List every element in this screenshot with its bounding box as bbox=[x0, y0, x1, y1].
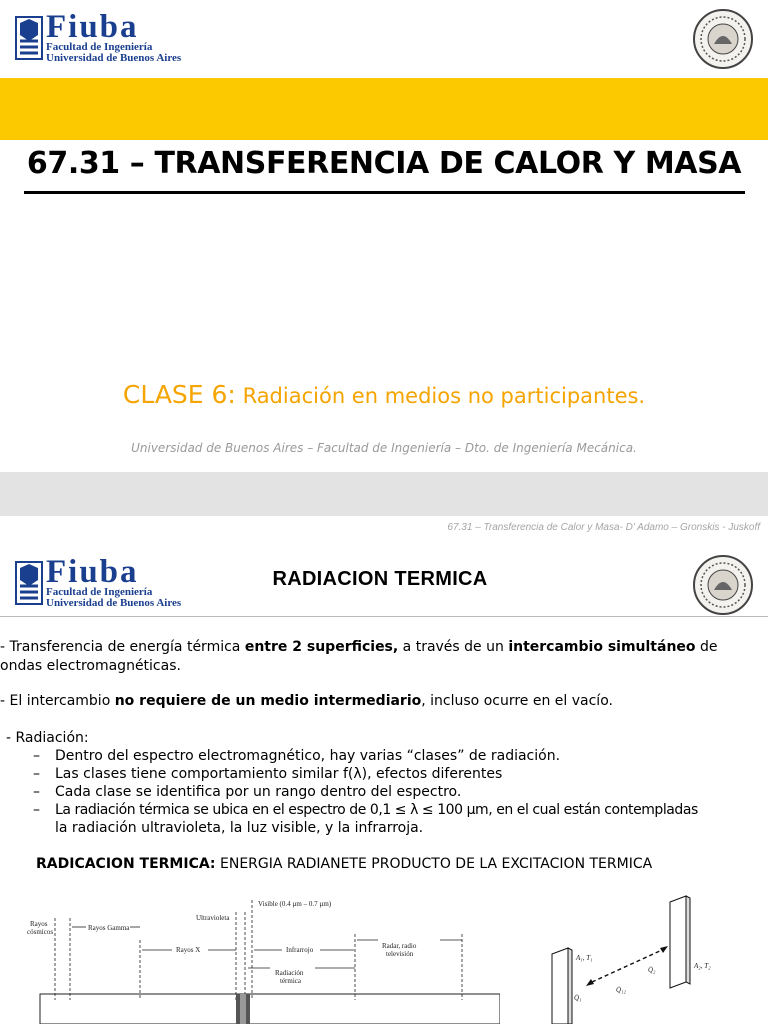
text-run: , incluso ocurre en el vacío. bbox=[421, 693, 613, 709]
definition-label: RADICACION TERMICA: bbox=[36, 856, 216, 872]
q2-label: Q̇₂ bbox=[648, 966, 656, 974]
logo-faculty: Facultad de Ingeniería bbox=[46, 586, 153, 598]
text-run: a través de un bbox=[398, 639, 509, 655]
list-item: Las clases tiene comportamiento similar f(λ), efectos diferentes bbox=[55, 766, 503, 782]
list-item: La radiación térmica se ubica en el espectro de 0,1 ≤ λ ≤ 100 µm, en el cual están contempladas bbox=[55, 802, 698, 818]
definition-text: ENERGIA RADIANETE PRODUCTO DE LA EXCITACION TERMICA bbox=[215, 856, 653, 872]
q1-label: Q̇₁ bbox=[574, 994, 582, 1002]
emphasis: entre 2 superficies, bbox=[244, 639, 399, 655]
class-heading bbox=[0, 380, 768, 409]
text-run: de bbox=[695, 639, 718, 655]
two-surface-exchange-figure bbox=[530, 892, 760, 1024]
course-credit: 67.31 – Transferencia de Calor y Masa- D' Adamo – Gronskis - Juskoff bbox=[447, 522, 760, 533]
logo-wordmark: Fiuba bbox=[46, 554, 139, 590]
paragraph-radiation-label: - Radiación: bbox=[6, 730, 89, 746]
emphasis: intercambio simultáneo bbox=[508, 639, 696, 655]
thermal-radiation-definition bbox=[36, 855, 652, 874]
header-divider bbox=[0, 616, 768, 617]
slide-title: RADIACION TERMICA bbox=[272, 568, 488, 590]
slide-footer-band bbox=[0, 472, 768, 516]
cosmic-label: Rayos bbox=[30, 920, 48, 928]
gamma-label: Rayos Gamma bbox=[88, 924, 130, 932]
visible-band-light bbox=[240, 994, 246, 1024]
institution-line: Universidad de Buenos Aires – Facultad de Ingeniería – Dto. de Ingeniería Mecánica. bbox=[131, 441, 637, 455]
class-topic: Radiación en medios no participantes. bbox=[242, 384, 646, 408]
fiuba-emblem-icon bbox=[14, 560, 44, 606]
emphasis: no requiere de un medio intermediario bbox=[114, 693, 422, 709]
list-dash: – bbox=[33, 802, 40, 818]
fiuba-logo-2 bbox=[14, 554, 182, 609]
fiuba-emblem-icon bbox=[14, 15, 44, 61]
cosmic-label-2: cósmicos bbox=[27, 928, 54, 936]
list-dash: – bbox=[33, 766, 40, 782]
university-seal-icon bbox=[692, 554, 754, 616]
xray-label: Rayos X bbox=[176, 946, 201, 954]
title-band bbox=[0, 78, 768, 140]
paragraph-transfer bbox=[0, 638, 717, 657]
electromagnetic-spectrum-figure bbox=[0, 890, 500, 1024]
tv-label: televisión bbox=[386, 950, 414, 958]
logo-faculty: Facultad de Ingeniería bbox=[46, 41, 153, 53]
title-underline bbox=[24, 191, 745, 194]
text-run: - El intercambio bbox=[0, 693, 115, 709]
fiuba-logo bbox=[14, 9, 182, 64]
uv-label: Ultravioleta bbox=[196, 914, 230, 922]
thermal-label-2: térmica bbox=[280, 977, 301, 985]
radar-label: Radar, radio bbox=[382, 942, 417, 950]
thermal-label: Radiación bbox=[275, 969, 304, 977]
logo-university: Universidad de Buenos Aires bbox=[46, 52, 182, 64]
list-dash: – bbox=[33, 748, 40, 764]
list-item-continuation: la radiación ultravioleta, la luz visible, y la infrarroja. bbox=[55, 820, 424, 836]
infrared-label: Infrarrojo bbox=[286, 946, 314, 954]
logo-wordmark: Fiuba bbox=[46, 9, 139, 45]
surface1-label: A₁, T₁ bbox=[576, 954, 593, 962]
text-run: - Transferencia de energía térmica bbox=[0, 639, 245, 655]
visible-label: Visible (0.4 µm – 0.7 µm) bbox=[258, 900, 332, 908]
course-title: 67.31 – TRANSFERENCIA DE CALOR Y MASA bbox=[26, 146, 742, 181]
surface2-label: A₂, T₂ bbox=[694, 962, 711, 970]
list-item: Cada clase se identifica por un rango dentro del espectro. bbox=[55, 784, 462, 800]
paragraph-medium bbox=[0, 692, 613, 711]
class-number: CLASE 6: bbox=[122, 380, 236, 409]
title-slide bbox=[0, 0, 768, 472]
logo-university: Universidad de Buenos Aires bbox=[46, 597, 182, 609]
q12-label: Q̇₁₂ bbox=[616, 986, 626, 994]
university-seal-icon bbox=[692, 8, 754, 70]
list-item: Dentro del espectro electromagnético, hay varias “clases” de radiación. bbox=[55, 748, 561, 764]
list-dash: – bbox=[33, 784, 40, 800]
paragraph-transfer-cont: ondas electromagnéticas. bbox=[0, 658, 181, 674]
